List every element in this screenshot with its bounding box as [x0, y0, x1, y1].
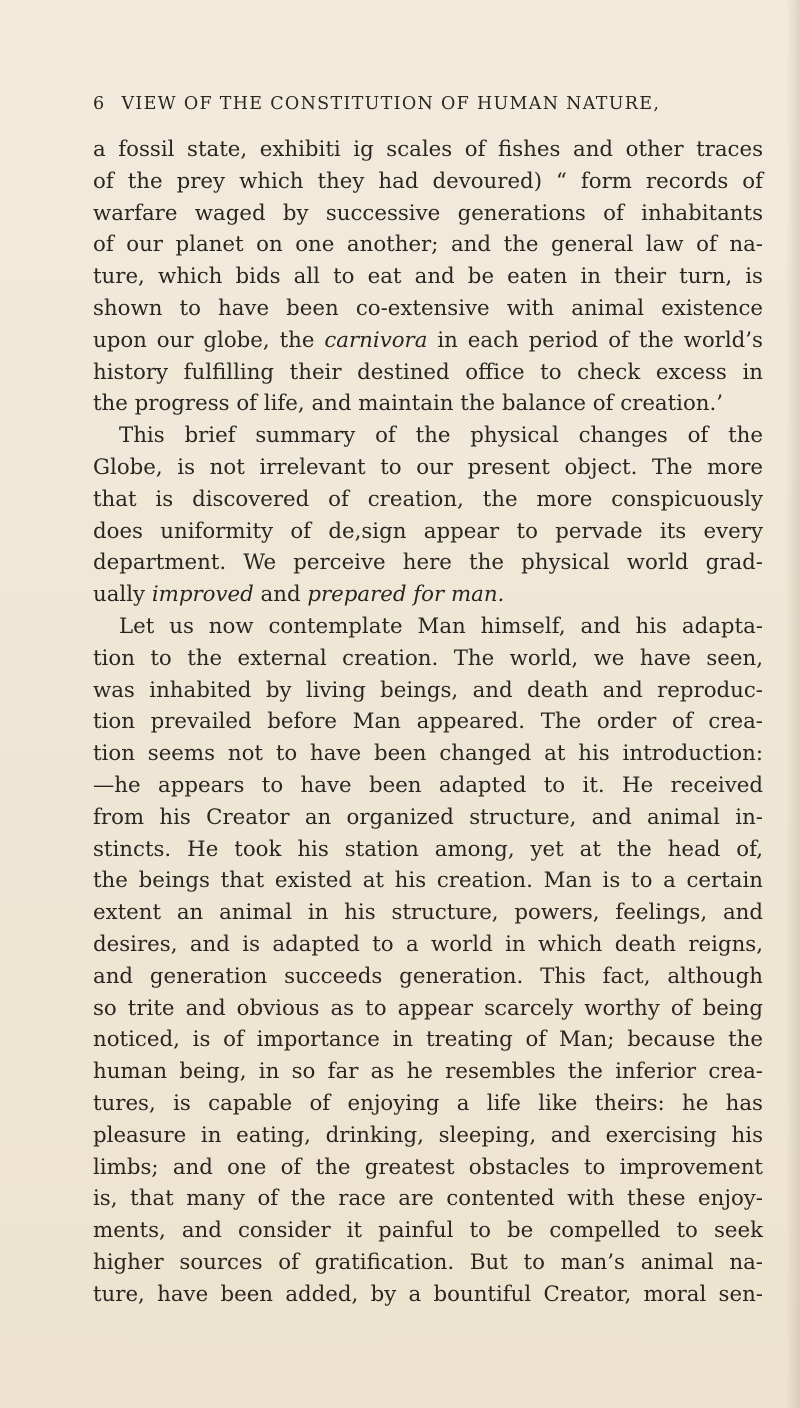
text-line: upon our globe, the carnivora in each period of the world’s: [93, 327, 763, 353]
text-line: desires, and is adapted to a world in which death reigns,: [93, 931, 763, 957]
text-line: from his Creator an organized structure, and animal in-: [93, 804, 763, 830]
text-line: This brief summary of the physical changes of the: [119, 423, 763, 449]
body-text: [93, 134, 763, 1310]
text-line: noticed, is of importance in treating of Man; because the: [93, 1027, 763, 1053]
text-line: the beings that existed at his creation. Man is to a certain: [93, 868, 763, 894]
text-line: tion to the external creation. The world, we have seen,: [93, 645, 763, 671]
page-number: 6: [93, 94, 106, 114]
text-line: does uniformity of de,sign appear to pervade its every: [93, 518, 763, 544]
text-line: the progress of life, and maintain the balance of creation.’: [93, 391, 724, 417]
text-line: Globe, is not irrelevant to our present object. The more: [93, 454, 763, 480]
text-line: a fossil state, exhibiti ig scales of fishes and other traces: [93, 137, 763, 162]
text-line: shown to have been co-extensive with animal existence: [93, 295, 763, 321]
text-line: stincts. He took his station among, yet at the head of,: [93, 836, 763, 862]
text-line: is, that many of the race are contented with these enjoy-: [93, 1186, 763, 1212]
text-line: ually improved and prepared for man.: [93, 582, 505, 608]
text-line: tion prevailed before Man appeared. The order of crea-: [93, 709, 763, 735]
text-line: of our planet on one another; and the general law of na-: [93, 232, 763, 258]
text-line: that is discovered of creation, the more conspicuously: [93, 486, 763, 512]
running-title: VIEW OF THE CONSTITUTION OF HUMAN NATURE,: [121, 94, 661, 114]
text-line: human being, in so far as he resembles the inferior crea-: [93, 1059, 763, 1085]
text-line: ture, which bids all to eat and be eaten in their turn, is: [93, 264, 763, 290]
text-line: tion seems not to have been changed at his introduction:: [93, 741, 763, 767]
running-header: [93, 94, 753, 114]
text-line: was inhabited by living beings, and death and reproduc-: [93, 677, 763, 703]
text-line: —he appears to have been adapted to it. He received: [93, 772, 763, 798]
page-edge-shadow: [786, 0, 800, 1408]
text-line: department. We perceive here the physical world grad-: [93, 550, 763, 576]
text-line: so trite and obvious as to appear scarcely worthy of being: [93, 995, 763, 1021]
text-line: history fulfilling their destined office to check excess in: [93, 359, 763, 385]
text-line: ture, have been added, by a bountiful Creator, moral sen-: [93, 1281, 763, 1307]
text-line: pleasure in eating, drinking, sleeping, and exercising his: [93, 1122, 763, 1148]
text-line: ments, and consider it painful to be compelled to seek: [93, 1218, 763, 1244]
text-line: tures, is capable of enjoying a life like theirs: he has: [93, 1090, 763, 1116]
text-line: extent an animal in his structure, powers, feelings, and: [93, 900, 763, 926]
text-line: and generation succeeds generation. This fact, although: [93, 963, 763, 989]
text-line: higher sources of gratification. But to man’s animal na-: [93, 1249, 763, 1275]
text-line: Let us now contemplate Man himself, and his adapta-: [119, 613, 763, 639]
text-line: warfare waged by successive generations of inhabitants: [93, 200, 763, 226]
text-line: limbs; and one of the greatest obstacles to improvement: [93, 1154, 763, 1180]
text-line: of the prey which they had devoured) “ form records of: [93, 168, 763, 194]
